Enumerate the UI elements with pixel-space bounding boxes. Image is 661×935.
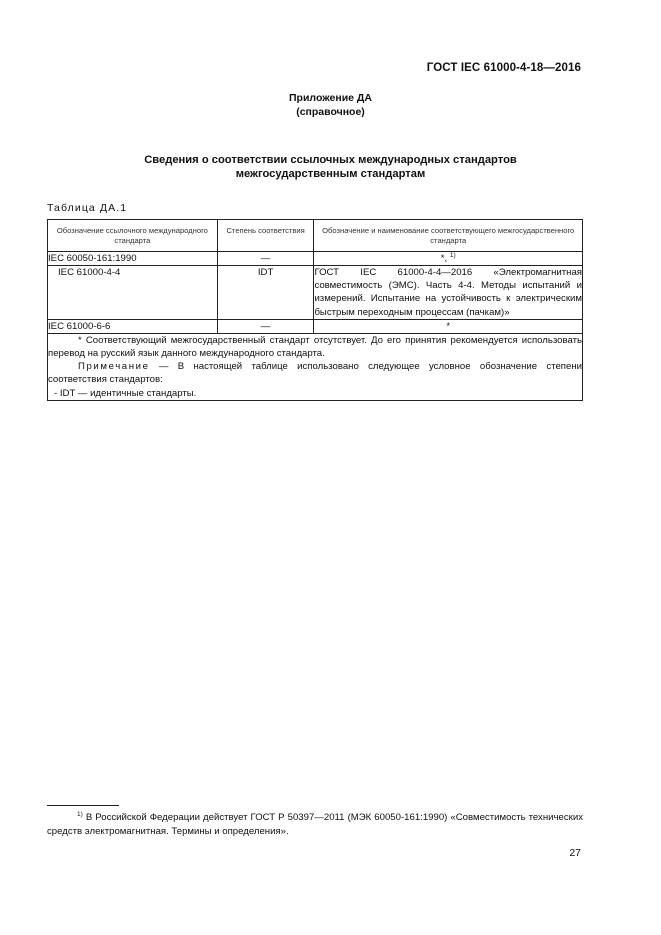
appendix-subtitle: (справочное) (296, 106, 365, 118)
cell-degree: IDT (217, 266, 314, 320)
table-note (48, 360, 582, 386)
section-title-line2: межгосударственным стандартам (235, 168, 426, 180)
column-header-interstate: Обозначение и наименование соответствующего межгосударственного стандарта (314, 220, 583, 252)
note-text: — В настоящей таблице использовано следующее условное обозначение степени соответствия стандартов: (48, 361, 582, 386)
footnote-ref: 1) (449, 251, 456, 259)
cell-degree: — (217, 319, 314, 333)
table-row (48, 266, 583, 320)
cell-international: IEC 61000-4-4 (48, 266, 218, 320)
footnote-marker: 1) (77, 810, 83, 818)
table-row (48, 252, 583, 266)
cell-international: IEC 61000-6-6 (48, 319, 218, 333)
table-notes-row (48, 333, 583, 400)
cell-interstate: ГОСТ IEC 61000-4-4—2016 «Электромагнитная совместимость (ЭМС). Часть 4-4. Методы испытаний и измерений. Испытание на устойчивость к электрическим быстрым переходным процессам (пачкам)» (314, 267, 582, 318)
table-header-row (48, 220, 583, 252)
table-notes (48, 333, 583, 400)
appendix-heading (0, 91, 661, 119)
footnote-text: В Российской Федерации действует ГОСТ Р 50397—2011 (МЭК 60050-161:1990) «Совместимость технических средств электромагнитная. Термины и определения». (47, 812, 583, 837)
cell-interstate-text: *, (440, 253, 450, 264)
footnote (47, 811, 583, 839)
cell-interstate: * (314, 319, 583, 333)
appendix-title: Приложение ДА (289, 92, 372, 104)
note-list-item: - IDT — идентичные стандарты. (54, 387, 197, 399)
cell-international: IEC 60050-161:1990 (48, 252, 218, 266)
cell-degree: — (217, 252, 314, 266)
table-row (48, 319, 583, 333)
column-header-degree: Степень соответствия (217, 220, 314, 252)
footnote-divider (47, 805, 119, 806)
table-caption: Таблица ДА.1 (47, 202, 128, 214)
cell-interstate (314, 252, 583, 266)
section-title (0, 153, 661, 181)
standard-code-header: ГОСТ IEC 61000-4-18—2016 (426, 62, 581, 74)
note-label: Примечание (78, 361, 150, 373)
asterisk-note: * Соответствующий межгосударственный стандарт отсутствует. До его принятия рекомендуется использовать перевод на русский язык данного международного стандарта. (48, 334, 582, 360)
page-number: 27 (569, 847, 581, 859)
correspondence-table (47, 219, 583, 401)
section-title-line1: Сведения о соответствии ссылочных международных стандартов (144, 154, 517, 166)
column-header-international: Обозначение ссылочного международного стандарта (48, 220, 218, 252)
